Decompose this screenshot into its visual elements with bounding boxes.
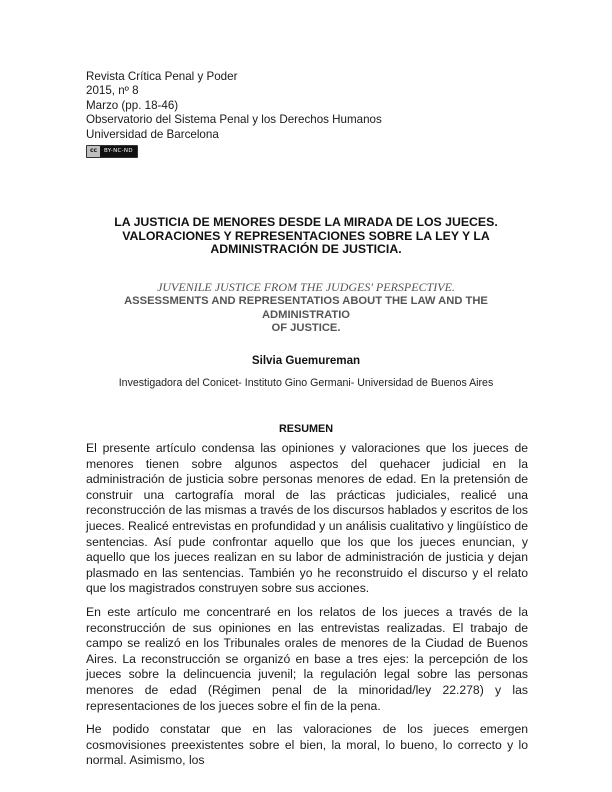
article-title xyxy=(90,216,522,257)
english-title-line: OF JUSTICE. xyxy=(271,322,341,335)
abstract-paragraph: He podido constatar que en las valoraciones de los jueces emergen cosmovisiones preexistentes sobre el bien, la moral, lo bueno, lo correcto y lo normal. Asimismo, los xyxy=(86,722,528,768)
author-affiliation: Investigadora del Conicet- Instituto Gino Germani- Universidad de Buenos Aires xyxy=(118,377,494,389)
journal-observatory: Observatorio del Sistema Penal y los Derechos Humanos xyxy=(86,113,382,127)
abstract-paragraph: El presente artículo condensa las opiniones y valoraciones que los jueces de menores tienen sobre algunos aspectos del quehacer judicial en la administración de justicia sobre personas menores de edad. En la pretensión de construir una cartografía moral de las prácticas judiciales, realicé una reconstrucción de las mismas a través de los discursos hablados y escritos de los jueces. Realicé entrevistas en profundidad y un análisis cualitativo y lingüístico de sentencias. Así pude confrontar aquello que los que los jueces enuncian, y aquello que los jueces realizan en su labor de administración de justicia y dejan plasmado en las sentencias. También yo he reconstruido el discurso y el relato que los magistrados construyen sobre sus acciones. xyxy=(86,441,528,596)
journal-issue: 2015, nº 8 xyxy=(86,84,139,98)
journal-date-pages: Marzo (pp. 18-46) xyxy=(86,98,179,112)
abstract-paragraph: En este artículo me concentraré en los relatos de los jueces a través de la reconstrucción de sus opiniones en las entrevistas realizadas. El trabajo de campo se realizó en los Tribunales orales de menores de la Ciudad de Buenos Aires. La reconstrucción se organizó en base a tres ejes: la percepción de los jueces sobre la delincuencia juvenil; la regulación legal sobre las personas menores de edad (Régimen penal de la minoridad/ley 22.278) y las representaciones de los jueces sobre el fin de la pena. xyxy=(86,604,528,713)
cc-icon: cc xyxy=(87,146,100,157)
creative-commons-license-badge[interactable] xyxy=(86,145,138,158)
english-title-line: ASSESSMENTS AND REPRESENTATIOS ABOUT THE LAW AND THE ADMINISTRATIO xyxy=(124,294,488,321)
english-title-line: JUVENILE JUSTICE FROM THE JUDGES' PERSPECTIVE. xyxy=(157,280,455,294)
abstract-body xyxy=(86,441,528,777)
abstract-heading: RESUMEN xyxy=(279,423,333,435)
article-title-line: VALORACIONES Y REPRESENTACIONES SOBRE LA LEY Y LA xyxy=(122,228,490,243)
article-title-line: ADMINISTRACIÓN DE JUSTICIA. xyxy=(210,242,402,257)
english-title xyxy=(80,281,532,336)
journal-header xyxy=(86,70,382,158)
article-title-line: LA JUSTICIA DE MENORES DESDE LA MIRADA DE LOS JUECES. xyxy=(114,215,498,229)
journal-name: Revista Crítica Penal y Poder xyxy=(86,70,238,83)
license-label: BY-NC-ND xyxy=(104,147,133,154)
journal-university: Universidad de Barcelona xyxy=(86,127,219,141)
author-name: Silvia Guemureman xyxy=(251,354,361,367)
